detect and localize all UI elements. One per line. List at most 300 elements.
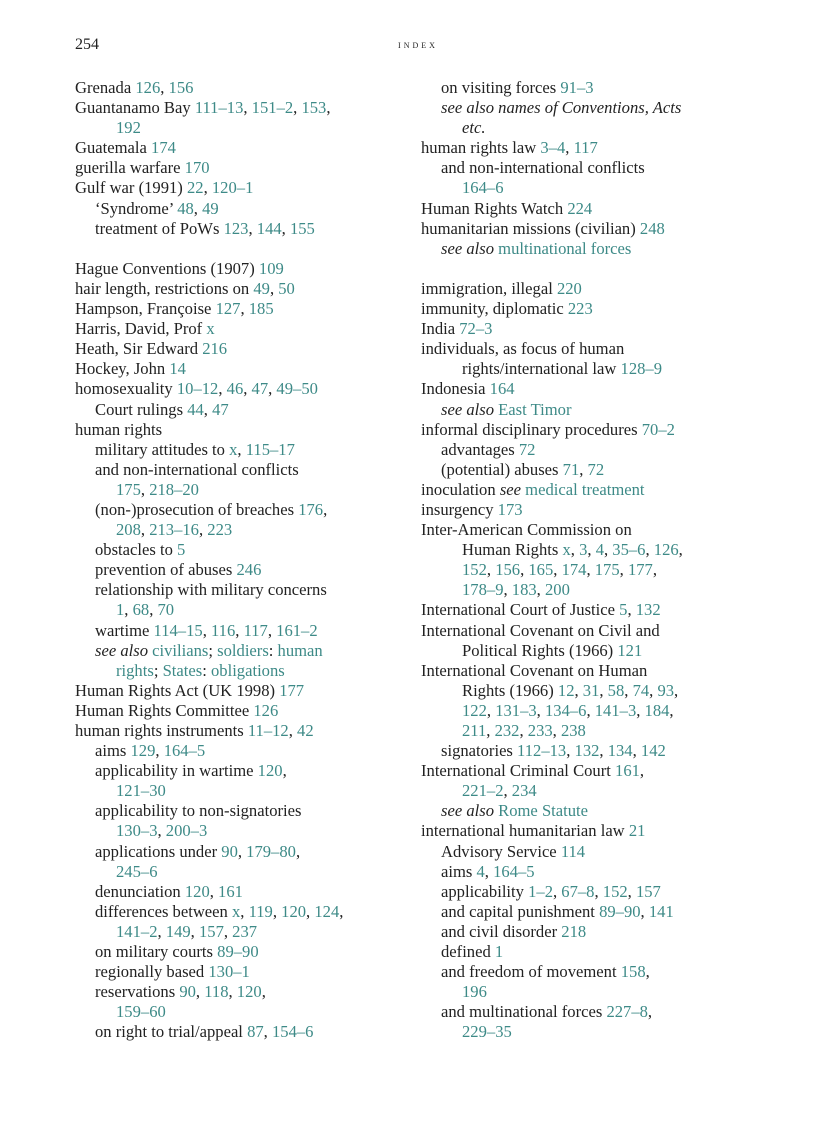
page-reference-link[interactable]: 248 <box>639 218 665 238</box>
page-reference-link[interactable]: 192 <box>116 118 141 138</box>
entry-text: : <box>202 660 211 680</box>
page-reference-link[interactable]: 120–1 <box>211 178 254 198</box>
page-reference-link[interactable]: 164–5 <box>493 861 535 881</box>
index-subentry <box>421 460 761 480</box>
page-reference-link[interactable]: 120 <box>281 901 307 921</box>
index-entry <box>75 78 410 98</box>
entry-text: regionally based <box>95 962 209 982</box>
page-reference-link[interactable]: 122 <box>462 700 487 720</box>
entry-text: , <box>619 560 628 580</box>
page-reference-link[interactable]: 71 <box>562 459 580 479</box>
entry-text: , <box>218 379 227 399</box>
index-subentry <box>421 721 761 741</box>
index-subentry <box>421 580 761 600</box>
page-reference-link[interactable]: 211 <box>462 721 487 740</box>
page-reference-link[interactable]: 196 <box>462 982 487 1002</box>
entry-text: insurgency <box>421 499 498 519</box>
page-reference-link[interactable]: 72–3 <box>459 319 493 339</box>
entry-text: , <box>243 379 252 399</box>
index-entry <box>421 480 761 500</box>
cross-reference-label: see also <box>441 801 494 821</box>
page-reference-link[interactable]: obligations <box>210 660 285 680</box>
page-reference-link[interactable]: 227–8 <box>606 1002 648 1022</box>
page-reference-link[interactable]: 120 <box>236 982 262 1002</box>
page-reference-link[interactable]: 5 <box>177 540 186 560</box>
page-reference-link[interactable]: 175 <box>594 560 620 580</box>
page-reference-link[interactable]: 177 <box>627 560 653 580</box>
index-subentry <box>75 942 410 962</box>
page-reference-link[interactable]: 11–12 <box>247 721 289 740</box>
entry-text: Human Rights Act (UK 1998) <box>75 680 280 700</box>
page-reference-link[interactable]: 5 <box>619 600 628 620</box>
entry-text: Guatemala <box>75 138 152 158</box>
page-reference-link[interactable]: 111–13 <box>194 98 244 118</box>
index-subentry <box>75 460 410 480</box>
page-number: 254 <box>75 36 99 53</box>
page-reference-link[interactable]: 174 <box>151 138 176 158</box>
entry-text: advantages <box>441 439 519 459</box>
entry-text: , <box>243 98 252 118</box>
index-subentry <box>421 942 761 962</box>
entry-text: , <box>503 580 512 600</box>
page-reference-link[interactable]: 151–2 <box>251 98 294 118</box>
entry-text: informal disciplinary procedures <box>421 419 642 439</box>
entry-text: , <box>486 700 496 720</box>
page-reference-link[interactable]: 91–3 <box>560 78 594 97</box>
page-reference-link[interactable]: 72 <box>587 459 605 479</box>
page-reference-link[interactable]: 74 <box>632 680 650 700</box>
index-entry <box>75 701 410 721</box>
page-reference-link[interactable]: 177 <box>279 680 305 700</box>
page-reference-link[interactable]: 224 <box>567 198 593 218</box>
entry-text: , <box>678 540 683 560</box>
page-reference-link[interactable]: 12 <box>557 680 575 700</box>
index-entry <box>421 761 761 781</box>
page-reference-link[interactable]: 179–80 <box>246 841 296 861</box>
page-reference-link[interactable]: 152 <box>462 560 487 580</box>
entry-text: and civil disorder <box>441 921 562 941</box>
page-reference-link[interactable]: 58 <box>607 680 625 700</box>
entry-text: military attitudes to <box>95 439 230 459</box>
page-reference-link[interactable]: x <box>562 540 571 560</box>
page-reference-link[interactable]: 213–16 <box>149 520 199 540</box>
entry-text: and freedom of movement <box>441 962 621 982</box>
page-reference-link[interactable]: 178–9 <box>462 580 504 600</box>
index-subentry <box>75 781 410 801</box>
entry-text: ‘Syndrome’ <box>95 198 178 218</box>
cross-reference-label: see <box>499 479 522 499</box>
page-reference-link[interactable]: 22 <box>186 178 204 198</box>
page-reference-link[interactable]: 50 <box>278 278 295 298</box>
page-reference-link[interactable]: 156 <box>495 560 521 580</box>
index-subentry <box>75 621 410 641</box>
index-subentry <box>421 681 761 701</box>
index-entry <box>421 821 761 841</box>
index-subentry <box>421 701 761 721</box>
page-reference-link[interactable]: x <box>231 901 241 921</box>
page-reference-link[interactable]: 130–3 <box>116 821 158 841</box>
entry-text: , <box>636 700 645 720</box>
index-subentry <box>75 902 410 922</box>
index-entry <box>75 98 410 118</box>
entry-text: ; <box>153 660 163 680</box>
page-reference-link[interactable]: 31 <box>582 680 600 700</box>
entry-text: , <box>223 921 233 941</box>
index-entry <box>421 319 761 339</box>
page-reference-link[interactable]: 233 <box>527 721 553 740</box>
entry-text: , <box>639 761 645 781</box>
index-entry <box>421 279 761 299</box>
cross-reference-label: see also names of Conventions, Acts <box>441 98 682 118</box>
entry-text: International Covenant on Human <box>421 660 648 680</box>
entry-text: , <box>587 540 596 560</box>
entry-text: hair length, restrictions on <box>75 278 254 298</box>
entry-text: , <box>519 721 528 740</box>
index-subentry <box>75 821 410 841</box>
index-subentry <box>75 440 410 460</box>
entry-text: , <box>140 479 150 499</box>
page-reference-link[interactable]: 49–50 <box>276 379 318 399</box>
page-reference-link[interactable]: multinational forces <box>498 238 632 258</box>
entry-text: Harris, David, Prof <box>75 319 207 339</box>
entry-text: humanitarian missions (civilian) <box>421 218 640 238</box>
entry-text: , <box>155 741 164 761</box>
page-reference-link[interactable]: 126 <box>653 540 679 560</box>
page-reference-link[interactable]: 154–6 <box>271 1022 314 1042</box>
index-subentry <box>421 1022 761 1042</box>
entry-text: , <box>193 198 203 218</box>
entry-text: applicability in wartime <box>95 761 258 781</box>
entry-text: , <box>295 841 301 861</box>
page-reference-link[interactable]: 10–12 <box>176 379 219 399</box>
index-subentry <box>75 882 410 902</box>
index-subentry <box>421 741 761 761</box>
index-entry <box>421 520 761 540</box>
index-subentry <box>75 118 410 138</box>
index-subentry <box>75 520 410 540</box>
page-reference-link[interactable]: 157 <box>635 881 661 901</box>
page-reference-link[interactable]: Rome Statute <box>498 801 589 821</box>
page-reference-link[interactable]: 114 <box>560 841 586 861</box>
letter-group-gap <box>75 239 410 259</box>
page-reference-link[interactable]: 90 <box>221 841 238 861</box>
entry-text: , <box>228 982 237 1002</box>
entry-text: relationship with military concerns <box>95 580 327 600</box>
index-subentry <box>421 842 761 862</box>
entry-text: , <box>272 901 282 921</box>
entry-text: and non-international conflicts <box>95 459 299 479</box>
page-reference-link[interactable]: 223 <box>567 299 593 319</box>
entry-text: , <box>486 560 496 580</box>
entry-text: Human Rights Watch <box>421 198 568 218</box>
page-reference-link[interactable]: 159–60 <box>116 1002 166 1022</box>
entry-text: Political Rights (1966) <box>462 640 618 660</box>
page-reference-link[interactable]: 123 <box>223 218 249 238</box>
index-entry <box>421 500 761 520</box>
entry-text: immunity, diplomatic <box>421 299 568 319</box>
page-reference-link[interactable]: 132 <box>574 741 600 761</box>
page-reference-link[interactable]: 1–2 <box>528 881 553 901</box>
entry-text: , <box>203 399 213 419</box>
page-reference-link[interactable]: rights <box>116 660 154 680</box>
page-reference-link[interactable]: 117 <box>243 620 268 640</box>
page-reference-link[interactable]: 130–1 <box>208 962 250 982</box>
index-subentry <box>421 962 761 982</box>
entry-text: , <box>624 680 633 700</box>
page-reference-link[interactable]: 218–20 <box>149 479 199 499</box>
page-reference-link[interactable]: 156 <box>168 78 194 97</box>
page-reference-link[interactable]: 142 <box>640 741 666 761</box>
entry-text: , <box>209 881 219 901</box>
page-reference-link[interactable]: 127 <box>215 299 241 319</box>
index-subentry <box>75 560 410 580</box>
page-reference-link[interactable]: 44 <box>187 399 204 419</box>
page-reference-link[interactable]: 120 <box>257 761 283 781</box>
page-reference-link[interactable]: 200–3 <box>165 821 208 841</box>
page-reference-link[interactable]: 3 <box>579 540 588 560</box>
entry-text: , <box>640 901 649 921</box>
page-reference-link[interactable]: 46 <box>226 379 244 399</box>
page-reference-link[interactable]: 229–35 <box>462 1022 512 1042</box>
page-reference-link[interactable]: 164–6 <box>462 178 504 198</box>
page-reference-link[interactable]: 109 <box>258 258 284 278</box>
page-reference-link[interactable]: 173 <box>497 499 523 519</box>
entry-text: , <box>339 901 344 921</box>
page-reference-link[interactable]: civilians <box>152 640 209 660</box>
index-subentry <box>75 1002 410 1022</box>
page-reference-link[interactable]: 89–90 <box>599 901 641 921</box>
page-reference-link[interactable]: 42 <box>297 721 314 740</box>
page-reference-link[interactable]: 141–3 <box>594 700 637 720</box>
index-entry <box>75 279 410 299</box>
entry-text: (non-)prosecution of breaches <box>95 499 299 519</box>
entry-text: , <box>237 841 247 861</box>
entry-text: rights/international law <box>462 359 621 379</box>
entry-text: human rights <box>75 419 163 439</box>
entry-text: : <box>268 640 278 660</box>
entry-text: immigration, illegal <box>421 278 557 298</box>
entry-text: , <box>281 218 290 238</box>
page-reference-link[interactable]: 158 <box>620 962 646 982</box>
page-reference-link[interactable]: 21 <box>628 821 646 841</box>
page-reference-link[interactable]: 220 <box>556 278 582 298</box>
page-reference-link[interactable]: 67–8 <box>561 881 595 901</box>
page-reference-link[interactable]: East Timor <box>498 399 572 419</box>
page-reference-link[interactable]: 87 <box>247 1022 264 1042</box>
entry-text: ; <box>208 640 218 660</box>
page-reference-link[interactable]: 176 <box>298 499 324 519</box>
entry-text: , <box>160 78 169 97</box>
index-subentry <box>75 842 410 862</box>
entry-text: signatories <box>441 741 518 761</box>
index-entry <box>421 379 761 399</box>
page-reference-link[interactable]: 68 <box>132 600 150 620</box>
page-reference-link[interactable]: 70–2 <box>641 419 675 439</box>
page-reference-link[interactable]: 4 <box>595 540 604 560</box>
page-reference-link[interactable]: 1 <box>116 600 125 620</box>
index-entry <box>75 299 410 319</box>
page-reference-link[interactable]: 70 <box>157 600 175 620</box>
entry-text: applicability to non-signatories <box>95 801 302 821</box>
page-reference-link[interactable]: 4 <box>476 861 485 881</box>
entry-text: denunciation <box>95 881 185 901</box>
page-reference-link[interactable]: 153 <box>301 98 327 118</box>
index-entry <box>421 199 761 219</box>
index-column-left <box>75 78 410 1043</box>
entry-text: defined <box>441 942 495 962</box>
page-reference-link[interactable]: 119 <box>248 901 273 921</box>
page-reference-link[interactable]: 218 <box>561 921 587 941</box>
page-reference-link[interactable]: 157 <box>198 921 224 941</box>
index-subentry <box>75 400 410 420</box>
page-reference-link[interactable]: 185 <box>248 299 274 319</box>
page-reference-link[interactable]: 35–6 <box>612 540 646 560</box>
page-reference-link[interactable]: 121 <box>617 640 643 660</box>
page-reference-link[interactable]: 129 <box>130 741 156 761</box>
page-reference-link[interactable]: 1 <box>494 942 504 962</box>
page-reference-link[interactable]: 164 <box>489 379 515 399</box>
page-reference-link[interactable]: 117 <box>573 138 598 158</box>
entry-text: , <box>645 962 650 982</box>
index-entry <box>421 600 761 620</box>
page-reference-link[interactable]: 155 <box>289 218 315 238</box>
entry-text: , <box>267 620 277 640</box>
page-reference-link[interactable]: 134 <box>607 741 633 761</box>
page-reference-link[interactable]: 89–90 <box>217 942 259 962</box>
page-reference-link[interactable]: 126 <box>253 700 279 720</box>
entry-text: , <box>552 881 562 901</box>
page-reference-link[interactable]: States <box>162 660 203 680</box>
index-entry <box>421 621 761 641</box>
page-reference-link[interactable]: 115–17 <box>245 439 295 459</box>
entry-text: and non-international conflicts <box>441 158 645 178</box>
index-subentry <box>75 540 410 560</box>
page-reference-link[interactable]: 134–6 <box>544 700 587 720</box>
entry-text: , <box>570 540 580 560</box>
page-reference-link[interactable]: 223 <box>207 520 233 540</box>
page-reference-link[interactable]: 174 <box>561 560 587 580</box>
page-reference-link[interactable]: 216 <box>202 339 228 359</box>
entry-text: , <box>586 700 595 720</box>
page-reference-link[interactable]: 126 <box>135 78 161 97</box>
page-reference-link[interactable]: 49 <box>253 278 270 298</box>
page-reference-link[interactable]: 175 <box>116 479 141 499</box>
index-subentry <box>75 661 410 681</box>
page-reference-link[interactable]: 114–15 <box>153 620 203 640</box>
page-reference-link[interactable]: soldiers <box>217 640 269 660</box>
page-reference-link[interactable]: 200 <box>544 580 570 600</box>
page-header <box>75 36 761 56</box>
page-reference-link[interactable]: 131–3 <box>495 700 537 720</box>
page-reference-link[interactable]: 237 <box>232 921 258 941</box>
page-reference-link[interactable]: x <box>229 439 238 459</box>
entry-text: , <box>157 821 166 841</box>
page-reference-link[interactable]: 161–2 <box>276 620 318 640</box>
page-reference-link[interactable]: 161 <box>615 761 640 781</box>
page-reference-link[interactable]: 90 <box>179 982 196 1002</box>
page-reference-link[interactable]: 3–4 <box>540 138 566 158</box>
entry-text: Human Rights <box>462 540 563 560</box>
page-reference-link[interactable]: 72 <box>518 439 536 459</box>
entry-text: , <box>293 98 302 118</box>
entry-text: India <box>421 319 460 339</box>
page-reference-link[interactable]: x <box>206 319 215 339</box>
page-reference-link[interactable]: 221–2 <box>462 781 504 801</box>
page-reference-link[interactable]: 120 <box>184 881 210 901</box>
entry-text: International Court of Justice <box>421 600 620 620</box>
entry-text: human rights law <box>421 138 541 158</box>
entry-text: , <box>195 982 205 1002</box>
page-reference-link[interactable]: 183 <box>511 580 537 600</box>
entry-text: , <box>269 278 279 298</box>
cross-reference-label: see also <box>441 399 494 419</box>
page-reference-link[interactable]: 245–6 <box>116 861 158 881</box>
page-reference-link[interactable]: 161 <box>218 881 243 901</box>
page-reference-link[interactable]: human <box>277 640 323 660</box>
page-reference-link[interactable]: 141 <box>648 901 674 921</box>
index-subentry <box>75 982 410 1002</box>
page-reference-link[interactable]: 124 <box>314 901 340 921</box>
page-reference-link[interactable]: 165 <box>528 560 554 580</box>
entry-text: , <box>594 881 603 901</box>
cross-reference-label: etc. <box>462 118 486 138</box>
page-reference-link[interactable]: 164–5 <box>163 741 206 761</box>
entry-text: International Criminal Court <box>421 761 616 781</box>
index-subentry <box>75 862 410 882</box>
index-subentry <box>75 962 410 982</box>
index-subentry <box>421 98 761 118</box>
entry-text: Hockey, John <box>75 359 170 379</box>
index-subentry <box>421 118 761 138</box>
page-reference-link[interactable]: 232 <box>494 721 520 740</box>
page-reference-link[interactable]: 149 <box>165 921 191 941</box>
page-reference-link[interactable]: medical treatment <box>525 479 645 499</box>
page-reference-link[interactable]: 49 <box>202 198 219 218</box>
index-entry <box>75 359 410 379</box>
index-subentry <box>421 801 761 821</box>
page-reference-link[interactable]: 93 <box>657 680 675 700</box>
page-reference-link[interactable]: 152 <box>602 881 628 901</box>
index-subentry <box>421 560 761 580</box>
index-entry <box>421 299 761 319</box>
page-reference-link[interactable]: 48 <box>177 198 194 218</box>
entry-text: , <box>669 700 674 720</box>
page-reference-link[interactable]: 128–9 <box>620 359 663 379</box>
page-reference-link[interactable]: 234 <box>511 781 537 801</box>
page-reference-link[interactable]: 121–30 <box>116 781 166 801</box>
page-reference-link[interactable]: 14 <box>169 359 186 379</box>
index-subentry <box>421 1002 761 1022</box>
page-reference-link[interactable]: 47 <box>251 379 269 399</box>
page-reference-link[interactable]: 144 <box>256 218 282 238</box>
entry-text: Gulf war (1991) <box>75 178 187 198</box>
page-reference-link[interactable]: 141–2 <box>116 921 158 941</box>
entry-text: , <box>263 1022 272 1042</box>
page-reference-link[interactable]: 208 <box>116 520 141 540</box>
page-reference-link[interactable]: 238 <box>560 721 586 740</box>
entry-text: , <box>536 580 545 600</box>
page-reference-link[interactable]: 112–13 <box>517 741 567 761</box>
page-reference-link[interactable]: 116 <box>211 620 236 640</box>
page-reference-link[interactable]: 170 <box>184 158 210 178</box>
page-reference-link[interactable]: 184 <box>644 700 670 720</box>
page-reference-link[interactable]: 47 <box>212 399 229 419</box>
page-reference-link[interactable]: 118 <box>204 982 229 1002</box>
page-reference-link[interactable]: 132 <box>635 600 661 620</box>
page-reference-link[interactable]: 246 <box>236 560 262 580</box>
entry-text: , <box>599 741 608 761</box>
index-subentry <box>75 219 410 239</box>
